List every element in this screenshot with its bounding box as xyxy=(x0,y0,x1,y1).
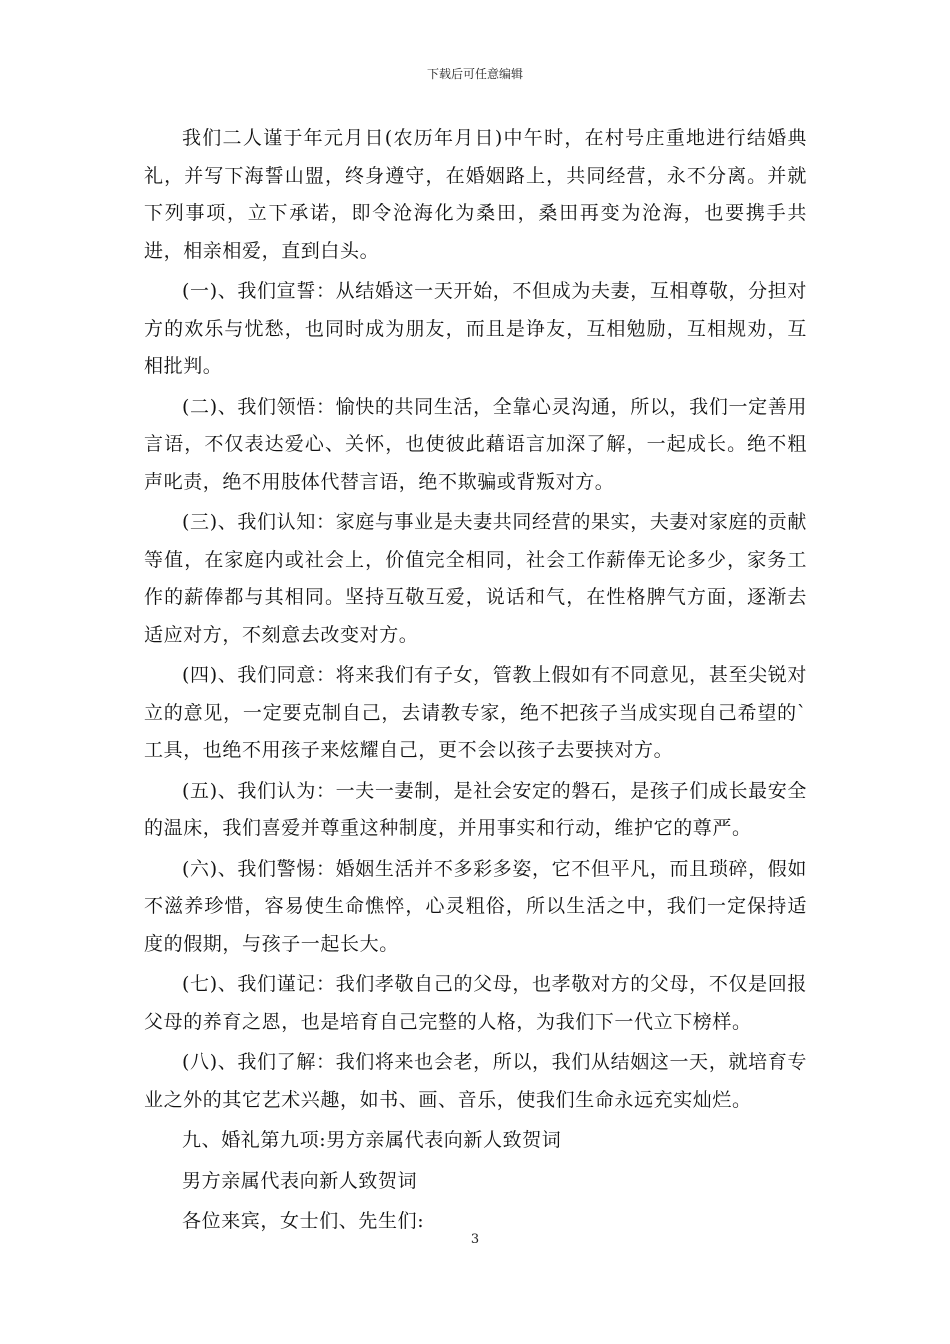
paragraph-vow-6: (六)、我们警惕：婚姻生活并不多彩多姿，它不但平凡，而且琐碎，假如不滋养珍惜，容易使生命憔悴，心灵粗俗，所以生活之中，我们一定保持适度的假期，与孩子一起长大。 xyxy=(144,857,807,955)
paragraph-vow-5: (五)、我们认为：一夫一妻制，是社会安定的磐石，是孩子们成长最安全的温床，我们喜爱并尊重这种制度，并用事实和行动，维护它的尊严。 xyxy=(144,779,807,839)
speech-salutation: 各位来宾，女士们、先生们: xyxy=(182,1210,425,1232)
section-heading-item-9: 九、婚礼第九项:男方亲属代表向新人致贺词 xyxy=(182,1129,562,1151)
paragraph-vow-1: (一)、我们宣誓：从结婚这一天开始，不但成为夫妻，互相尊敬，分担对方的欢乐与忧愁，也同时成为朋友，而且是诤友，互相勉励，互相规劝，互相批判。 xyxy=(144,280,807,377)
paragraph-vow-2: (二)、我们领悟：愉快的共同生活，全靠心灵沟通，所以，我们一定善用言语，不仅表达爱心、关怀，也使彼此藉语言加深了解，一起成长。绝不粗声叱责，绝不用肢体代替言语，绝不欺骗或背叛对方。 xyxy=(144,395,807,493)
paragraph-vow-8: (八)、我们了解：我们将来也会老，所以，我们从结姻这一天，就培育专业之外的其它艺术兴趣，如书、画、音乐，使我们生命永远充实灿烂。 xyxy=(144,1051,807,1111)
page-header-note: 下载后可任意编辑 xyxy=(426,67,523,81)
paragraph-vow-3: (三)、我们认知：家庭与事业是夫妻共同经营的果实，夫妻对家庭的贡献等值，在家庭内或社会上，价值完全相同，社会工作薪俸无论多少，家务工作的薪俸都与其相同。坚持互敬互爱，说话和气，在性格脾气方面，逐渐去适应对方，不刻意去改变对方。 xyxy=(144,511,807,646)
paragraph-vow-intro: 我们二人谨于年元月日(农历年月日)中午时，在村号庄重地进行结婚典礼，并写下海誓山盟，终身遵守，在婚姻路上，共同经营，永不分离。并就下列事项，立下承诺，即令沧海化为桑田，桑田再变为沧海，也要携手共进，相亲相爱，直到白头。 xyxy=(144,127,807,262)
page-number: 3 xyxy=(470,1232,480,1247)
subheading-relative-speech: 男方亲属代表向新人致贺词 xyxy=(182,1169,418,1192)
paragraph-vow-7: (七)、我们谨记：我们孝敬自己的父母，也孝敬对方的父母，不仅是回报父母的养育之恩，也是培育自己完整的人格，为我们下一代立下榜样。 xyxy=(144,973,807,1033)
paragraph-vow-4: (四)、我们同意：将来我们有子女，管教上假如有不同意见，甚至尖锐对立的意见，一定要克制自己，去请教专家，绝不把孩子当成实现自己希望的`工具，也绝不用孩子来炫耀自己，更不会以孩子去要挟对方。 xyxy=(144,664,807,761)
document-body xyxy=(144,120,807,1244)
